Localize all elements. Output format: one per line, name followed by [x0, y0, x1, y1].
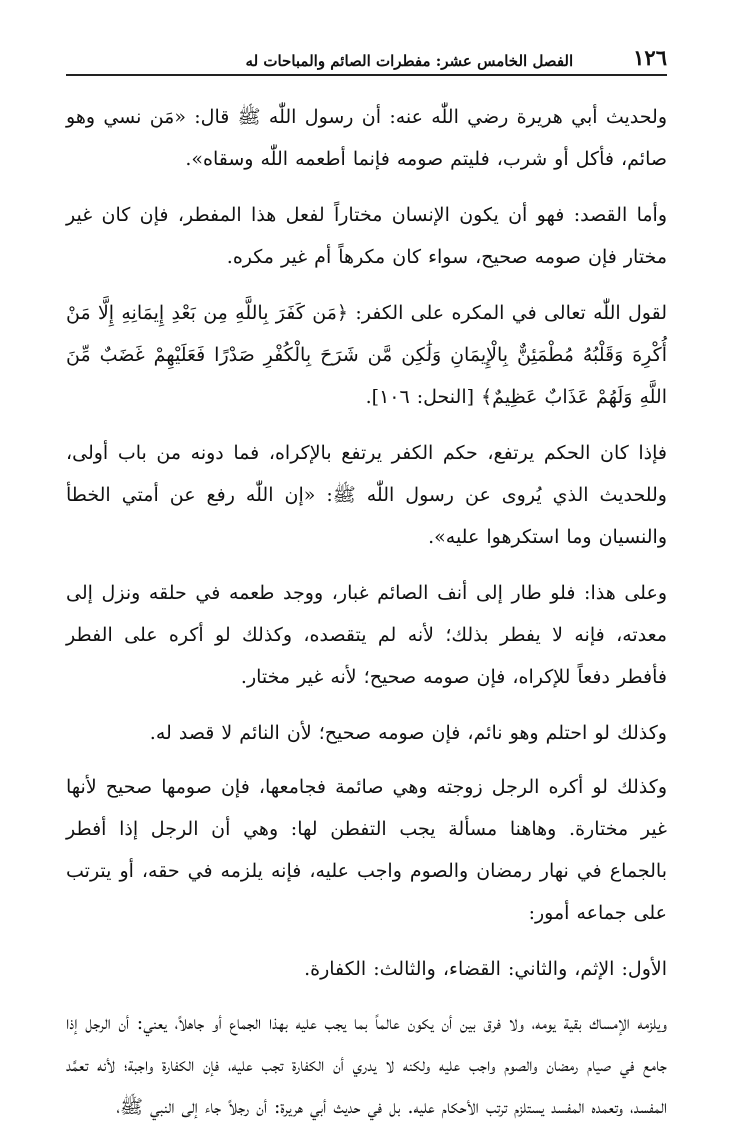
paragraph-sleeper: وكذلك لو احتلم وهو نائم، فإن صومه صحيح؛ لأن النائم لا قصد له. — [149, 722, 667, 744]
body-text — [66, 96, 667, 1128]
page-number: ١٢٦ — [633, 45, 667, 70]
paragraph-coercion: فإذا كان الحكم يرتفع، حكم الكفر يرتفع بالإكراه، فما دونه من باب أولى، وللحديث الذي يُروى عن رسول اللّٰه ﷺ: «إن اللّٰه رفع عن أمتي الخطأ والنسيان وما استكرهوا عليه». — [66, 442, 667, 548]
paragraph-intention: وأما القصد: فهو أن يكون الإنسان مختاراً لفعل هذا المفطر، فإن كان غير مختار فإن صومه صحيح، سواء كان مكرهاً أم غير مكره. — [66, 204, 667, 268]
paragraph-abstaining: ويلزمه الإمساك بقية يومه، ولا فرق بين أن يكون عالماً بما يجب عليه بهذا الجماع أو جاهلاً، يعني: أن الرجل إذا جامع في صيام رمضان والصوم واجب عليه ولكنه لا يدري أن الكفارة تجب عليه، فإن الكفارة واجبة؛ لأنه تعمَّد المفسد، وتعمده المفسد يستلزم ترتب الأحكام عليه. بل في حديث أبي هريرة: أن رجلاً جاء إلى النبي ﷺ، — [66, 1012, 667, 1118]
chapter-title: الفصل الخامس عشر: مفطرات الصائم والمباحات له — [245, 52, 574, 70]
paragraph-wife-coerced: وكذلك لو أكره الرجل زوجته وهي صائمة فجامعها، فإن صومها صحيح لأنها غير مختارة. وهاهنا مسألة يجب التفطن لها: وهي أن الرجل إذا أفطر بالجماع في نهار رمضان والصوم واجب عليه، فإنه يلزمه في حقه، أو يترتب على جماعه أمور: — [66, 776, 667, 924]
paragraph-consequences-list: الأول: الإثم، والثاني: القضاء، والثالث: الكفارة. — [304, 958, 667, 980]
paragraph-hadith-forgetfulness: ولحديث أبي هريرة رضي اللّٰه عنه: أن رسول اللّٰه ﷺ قال: «مَن نسي وهو صائم، فأكل أو شرب، فليتم صومه فإنما أطعمه اللّٰه وسقاه». — [66, 106, 667, 170]
page-header — [66, 36, 667, 76]
paragraph-quran-verse: لقول اللّٰه تعالى في المكره على الكفر: ﴿مَن كَفَرَ بِاللَّهِ مِن بَعْدِ إِيمَانِهِ إِلَّا مَنْ أُكْرِهَ وَقَلْبُهُ مُطْمَئِنٌّ بِالْإِيمَانِ وَلَٰكِن مَّن شَرَحَ بِالْكُفْرِ صَدْرًا فَعَلَيْهِمْ غَضَبٌ مِّنَ اللَّهِ وَلَهُمْ عَذَابٌ عَظِيمٌ﴾ [النحل: ١٠٦]. — [66, 302, 667, 408]
paragraph-dust-example: وعلى هذا: فلو طار إلى أنف الصائم غبار، ووجد طعمه في حلقه ونزل إلى معدته، فإنه لا يفطر بذلك؛ لأنه لم يتقصده، وكذلك لو أكره على الفطر فأفطر دفعاً للإكراه، فإن صومه صحيح؛ لأنه غير مختار. — [66, 582, 667, 688]
